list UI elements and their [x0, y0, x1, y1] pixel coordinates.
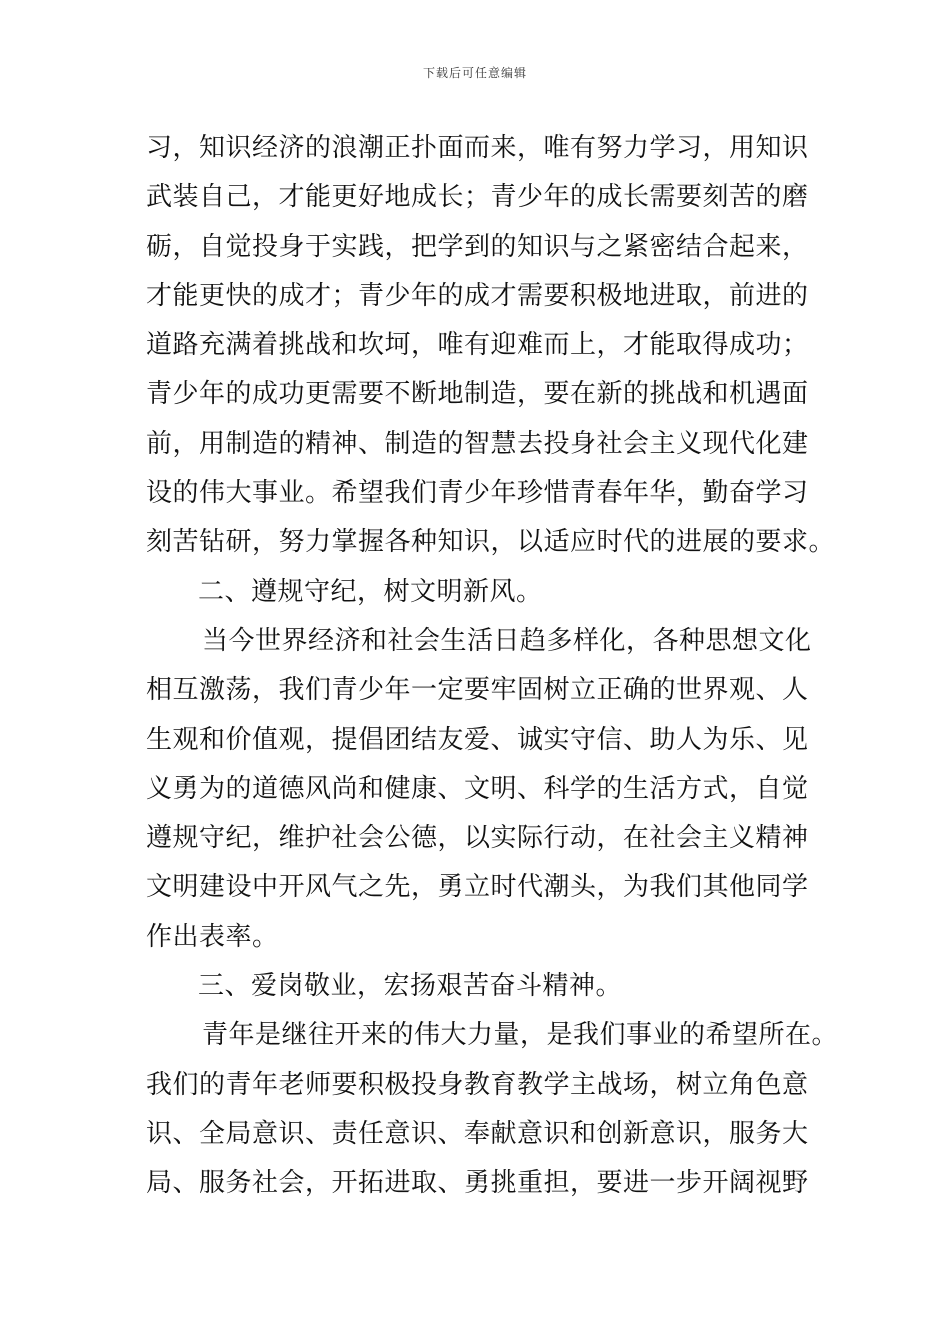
- text-line: 识、全局意识、责任意识、奉献意识和创新意识，服务大: [146, 1118, 809, 1149]
- text-line: 刻苦钻研，努力掌握各种知识，以适应时代的进展的要求。: [146, 527, 836, 558]
- paragraph-first-line: 当今世界经济和社会生活日趋多样化，各种思想文化: [202, 625, 812, 656]
- text-line: 作出表率。: [146, 921, 279, 952]
- document-body: [146, 124, 839, 1209]
- text-line: 青少年的成功更需要不断地制造，要在新的挑战和机遇面: [146, 379, 809, 410]
- text-line: 遵规守纪，维护社会公德，以实际行动，在社会主义精神: [146, 823, 809, 854]
- text-line: 习，知识经济的浪潮正扑面而来，唯有努力学习，用知识: [146, 133, 809, 163]
- text-line: 义勇为的道德风尚和健康、文明、科学的生活方式，自觉: [146, 773, 809, 804]
- text-line: 武装自己，才能更好地成长；青少年的成长需要刻苦的磨: [146, 182, 809, 213]
- text-line: 我们的青年老师要积极投身教育教学主战场，树立角色意: [146, 1069, 809, 1100]
- section-heading: 三、爱岗敬业，宏扬艰苦奋斗精神。: [198, 971, 623, 1002]
- section-heading: 二、遵规守纪，树文明新风。: [198, 576, 543, 607]
- text-line: 道路充满着挑战和坎坷，唯有迎难而上，才能取得成功；: [146, 330, 809, 361]
- page-header: 下载后可任意编辑: [422, 66, 527, 80]
- text-line: 文明建设中开风气之先，勇立时代潮头，为我们其他同学: [146, 872, 809, 903]
- text-line: 设的伟大事业。希望我们青少年珍惜青春年华，勤奋学习: [146, 478, 809, 509]
- paragraph-first-line: 青年是继往开来的伟大力量，是我们事业的希望所在。: [202, 1020, 839, 1051]
- text-line: 砺，自觉投身于实践，把学到的知识与之紧密结合起来，: [146, 231, 809, 262]
- text-line: 局、服务社会，开拓进取、勇挑重担，要进一步开阔视野: [146, 1168, 809, 1199]
- text-line: 前，用制造的精神、制造的智慧去投身社会主义现代化建: [146, 428, 809, 459]
- text-line: 才能更快的成才；青少年的成才需要积极地进取，前进的: [146, 280, 809, 311]
- text-line: 相互激荡，我们青少年一定要牢固树立正确的世界观、人: [146, 675, 809, 706]
- text-line: 生观和价值观，提倡团结友爱、诚实守信、助人为乐、见: [146, 724, 809, 755]
